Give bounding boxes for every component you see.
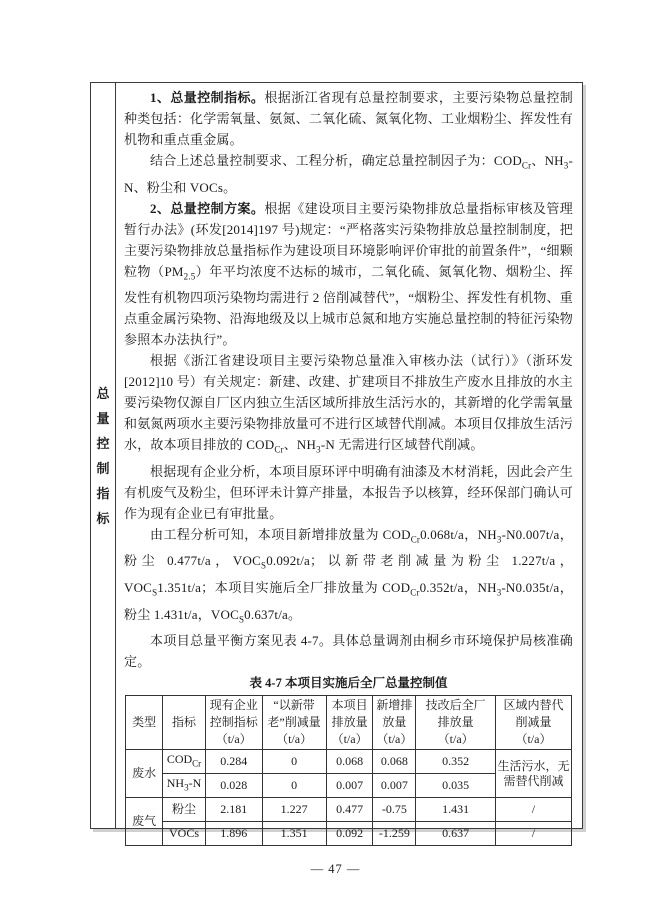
paragraph-control-plan bbox=[124, 198, 573, 351]
col-header-new-emission: 新增排 放量 （t/a） bbox=[373, 696, 416, 750]
cell-value: 0.007 bbox=[373, 774, 416, 798]
cell-remark-wastewater: 生活污水，无需替代削减 bbox=[496, 750, 572, 798]
cell-value: 1.227 bbox=[262, 798, 326, 822]
paragraph-text: 结合上述总量控制要求、工程分析，确定总量控制因子为：$COD_{Cr}$、$NH_3-N$、粉尘和 VOCs。 bbox=[124, 153, 573, 195]
col-header-regional-substitute: 区域内替代 削减量 （t/a） bbox=[496, 696, 572, 750]
cell-value: 1.351 bbox=[262, 822, 326, 846]
cell-value: 0 bbox=[262, 750, 326, 774]
paragraph-existing-enterprise bbox=[124, 461, 573, 524]
paragraph-text: 本项目总量平衡方案见表 4-7。具体总量调剂由桐乡市环境保护局核准确定。 bbox=[124, 633, 573, 670]
row-header-total-control-indicator bbox=[91, 83, 116, 828]
cell-indicator: $NH_3-N$ bbox=[163, 774, 206, 798]
cell-value: 0.352 bbox=[416, 750, 496, 774]
table-header-row bbox=[126, 696, 572, 750]
paragraph-text: 根据《浙江省建设项目主要污染物总量准入审核办法（试行）》（浙环发[2012]10 号）有关规定：新建、改建、扩建项目不排放生产废水且排放的水主要污染物仅源自厂区内独立生活区域所排放生活污水的，其新增的化学需氧量和氨氮两项水主要污染物排放量可不进行区域替代削减。本项目仅排放生活污水，故本项目排放的 $COD_{Cr}$、$NH_3-N$ 无需进行区域替代削减。 bbox=[124, 353, 573, 455]
cell-value: 0.092 bbox=[326, 822, 373, 846]
paragraph-text: 由工程分析可知，本项目新增排放量为 $COD_{Cr}0.068t/a$，$NH_3-N0.007t/a$，粉尘 0.477t/a，$VOC_S0.092t/a$；以新带老削减量为粉尘 1.227t/a，$VOC_S1.351t/a$；本项目实施后全厂排放量为 $COD_{Cr}0.352t/a$，$NH_3-N0.035t/a$，粉尘 1.431t/a，$VOC_S0.637t/a$。 bbox=[124, 526, 573, 625]
paragraph-zhejiang-rule bbox=[124, 350, 573, 461]
col-header-project-emission: 本项目 排放量 （t/a） bbox=[326, 696, 373, 750]
cell-value: 0.637 bbox=[416, 822, 496, 846]
cell-value: 0.284 bbox=[205, 750, 262, 774]
table-row-vocs bbox=[126, 822, 572, 846]
cell-value: 0.028 bbox=[205, 774, 262, 798]
total-control-table bbox=[125, 695, 572, 846]
document-frame bbox=[90, 82, 583, 841]
cell-remark: / bbox=[496, 798, 572, 822]
row-header-char: 总 bbox=[96, 385, 110, 401]
paragraph-balance-plan bbox=[124, 630, 573, 672]
col-header-after-upgrade: 技改后全厂 排放量 （t/a） bbox=[416, 696, 496, 750]
cell-value: 1.896 bbox=[205, 822, 262, 846]
paragraph-lead: 1、总量控制指标。 bbox=[150, 90, 265, 105]
paragraph-control-indicator bbox=[124, 87, 573, 150]
col-header-old-for-new-cut: “以新带 老”削减量 （t/a） bbox=[262, 696, 326, 750]
cell-type-wastewater: 废水 bbox=[126, 750, 163, 798]
col-header-existing-control: 现有企业 控制指标 （t/a） bbox=[205, 696, 262, 750]
row-header-char: 指 bbox=[96, 485, 110, 501]
cell-value: 2.181 bbox=[205, 798, 262, 822]
cell-value: 1.431 bbox=[416, 798, 496, 822]
cell-indicator: 粉尘 bbox=[163, 798, 206, 822]
cell-value: 0.035 bbox=[416, 774, 496, 798]
paragraph-text: 根据浙江省现有总量控制要求，主要污染物总量控制种类包括：化学需氧量、氨氮、二氧化硫、氮氧化物、工业烟粉尘、挥发性有机物和重点重金属。 bbox=[124, 90, 573, 147]
cell-value: -0.75 bbox=[373, 798, 416, 822]
cell-value: 0.068 bbox=[326, 750, 373, 774]
paragraph-text: 根据《建设项目主要污染物排放总量指标审核及管理暂行办法》(环发[2014]197 号)规定：“严格落实污染物排放总量控制制度，把主要污染物排放总量指标作为建设项目环境影响评价审批的前置条件”，“细颗粒物$(PM_{2.5})$年平均浓度不达标的城市，二氧化硫、氮氧化物、烟粉尘、挥发性有机物四项污染物均需进行 2 倍削减替代”，“烟粉尘、挥发性有机物、重点重金属污染物、沿海地级及以上城市总氮和地方实施总量控制的特征污染物参照本办法执行”。 bbox=[124, 200, 573, 348]
col-header-type: 类型 bbox=[126, 696, 163, 750]
cell-indicator: $COD_{Cr}$ bbox=[163, 750, 206, 774]
row-header-char: 制 bbox=[96, 460, 110, 476]
cell-value: 0.477 bbox=[326, 798, 373, 822]
cell-value: -1.259 bbox=[373, 822, 416, 846]
row-header-char: 控 bbox=[96, 435, 110, 451]
cell-value: 0.068 bbox=[373, 750, 416, 774]
paragraph-lead: 2、总量控制方案。 bbox=[150, 200, 265, 216]
cell-remark: / bbox=[496, 822, 572, 846]
paragraph-control-factors bbox=[124, 150, 573, 198]
cell-type-wastegas: 废气 bbox=[126, 798, 163, 846]
document-body bbox=[116, 83, 582, 841]
page-number: — 47 — bbox=[310, 862, 361, 876]
paragraph-emission-amounts bbox=[124, 524, 573, 630]
cell-value: 0.007 bbox=[326, 774, 373, 798]
table-row-codcr bbox=[126, 750, 572, 774]
cell-value: 0 bbox=[262, 774, 326, 798]
cell-indicator: VOCs bbox=[163, 822, 206, 846]
row-header-char: 量 bbox=[96, 410, 110, 426]
col-header-indicator: 指标 bbox=[163, 696, 206, 750]
paragraph-text: 根据现有企业分析，本项目原环评中明确有油漆及木材消耗，因此会产生有机废气及粉尘，但环评未计算产排量，本报告予以核算，经环保部门确认可作为现有企业已有审批量。 bbox=[124, 463, 573, 521]
table-row-dust bbox=[126, 798, 572, 822]
row-header-char: 标 bbox=[96, 510, 110, 526]
table-4-7-title: 表 4-7 本项目实施后全厂总量控制值 bbox=[249, 676, 448, 691]
